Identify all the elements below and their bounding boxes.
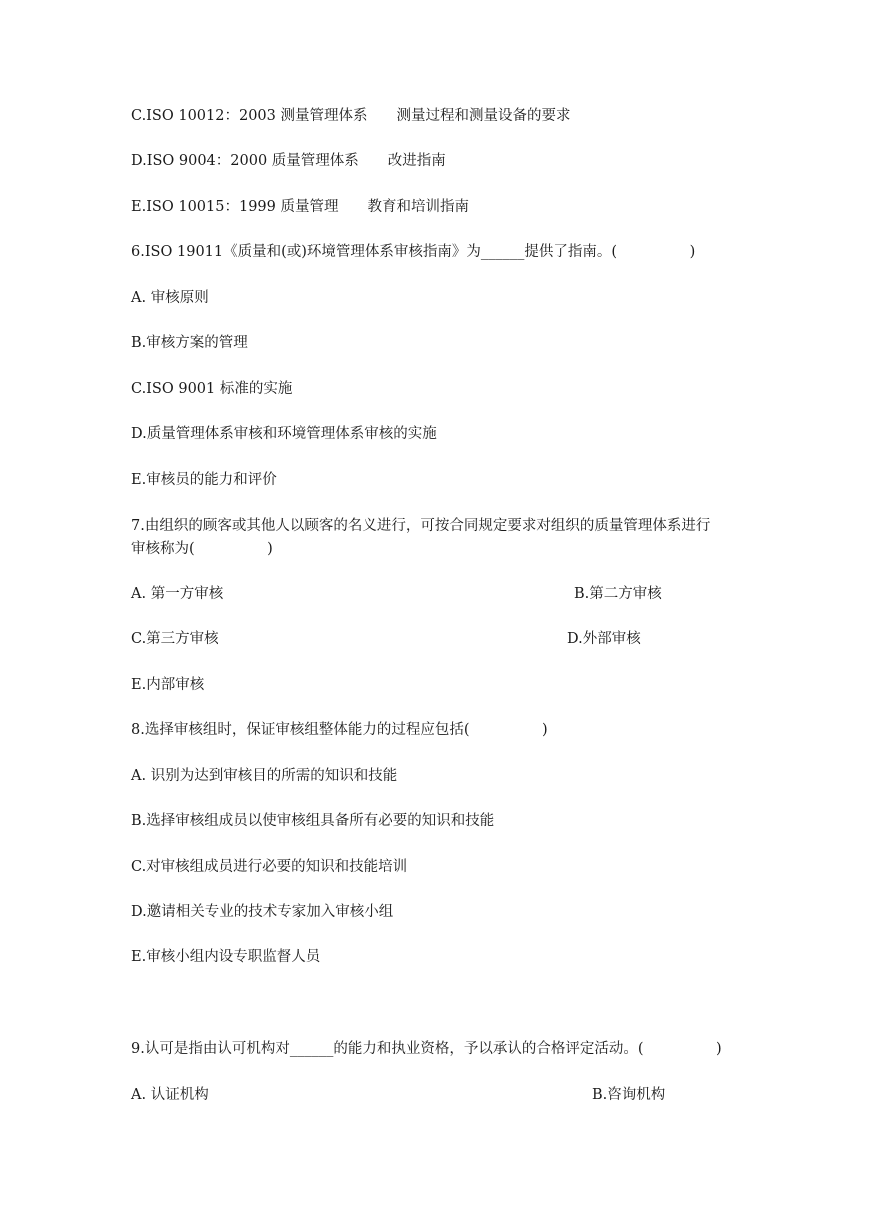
q7-option-b: B.第二方审核 [574, 586, 662, 602]
q7-option-d: D.外部审核 [567, 631, 641, 647]
q6-option-d: D.质量管理体系审核和环境管理体系审核的实施 [131, 426, 437, 442]
q5-option-d: D.ISO 9004：2000 质量管理体系 改进指南 [131, 153, 446, 169]
q6-option-e: E.审核员的能力和评价 [131, 472, 277, 488]
q5-option-c: C.ISO 10012：2003 测量管理体系 测量过程和测量设备的要求 [131, 108, 571, 124]
q6-question: 6.ISO 19011《质量和(或)环境管理体系审核指南》为______提供了指南。( ) [131, 244, 696, 260]
q8-option-b: B.选择审核组成员以使审核组具备所有必要的知识和技能 [131, 813, 495, 829]
q8-question: 8.选择审核组时，保证审核组整体能力的过程应包括( ) [131, 722, 548, 738]
q8-option-a: A. 识别为达到审核目的所需的知识和技能 [131, 768, 398, 784]
q7-question-line2: 审核称为( ) [131, 541, 273, 557]
q7-question-line1: 7.由组织的顾客或其他人以顾客的名义进行，可按合同规定要求对组织的质量管理体系进行 [131, 518, 711, 534]
q6-option-c: C.ISO 9001 标准的实施 [131, 381, 293, 397]
q9-option-b: B.咨询机构 [592, 1087, 666, 1103]
q6-option-a: A. 审核原则 [131, 290, 209, 306]
q7-option-c: C.第三方审核 [131, 631, 219, 647]
q9-option-a: A. 认证机构 [131, 1087, 209, 1103]
q7-option-e: E.内部审核 [131, 677, 205, 693]
q5-option-e: E.ISO 10015：1999 质量管理 教育和培训指南 [131, 199, 469, 215]
q8-option-d: D.邀请相关专业的技术专家加入审核小组 [131, 904, 394, 920]
q9-question: 9.认可是指由认可机构对______的能力和执业资格，予以承认的合格评定活动。( ) [131, 1041, 722, 1057]
q8-option-e: E.审核小组内设专职监督人员 [131, 949, 321, 965]
q7-option-a: A. 第一方审核 [131, 586, 224, 602]
q8-option-c: C.对审核组成员进行必要的知识和技能培训 [131, 859, 408, 875]
q6-option-b: B.审核方案的管理 [131, 335, 248, 351]
